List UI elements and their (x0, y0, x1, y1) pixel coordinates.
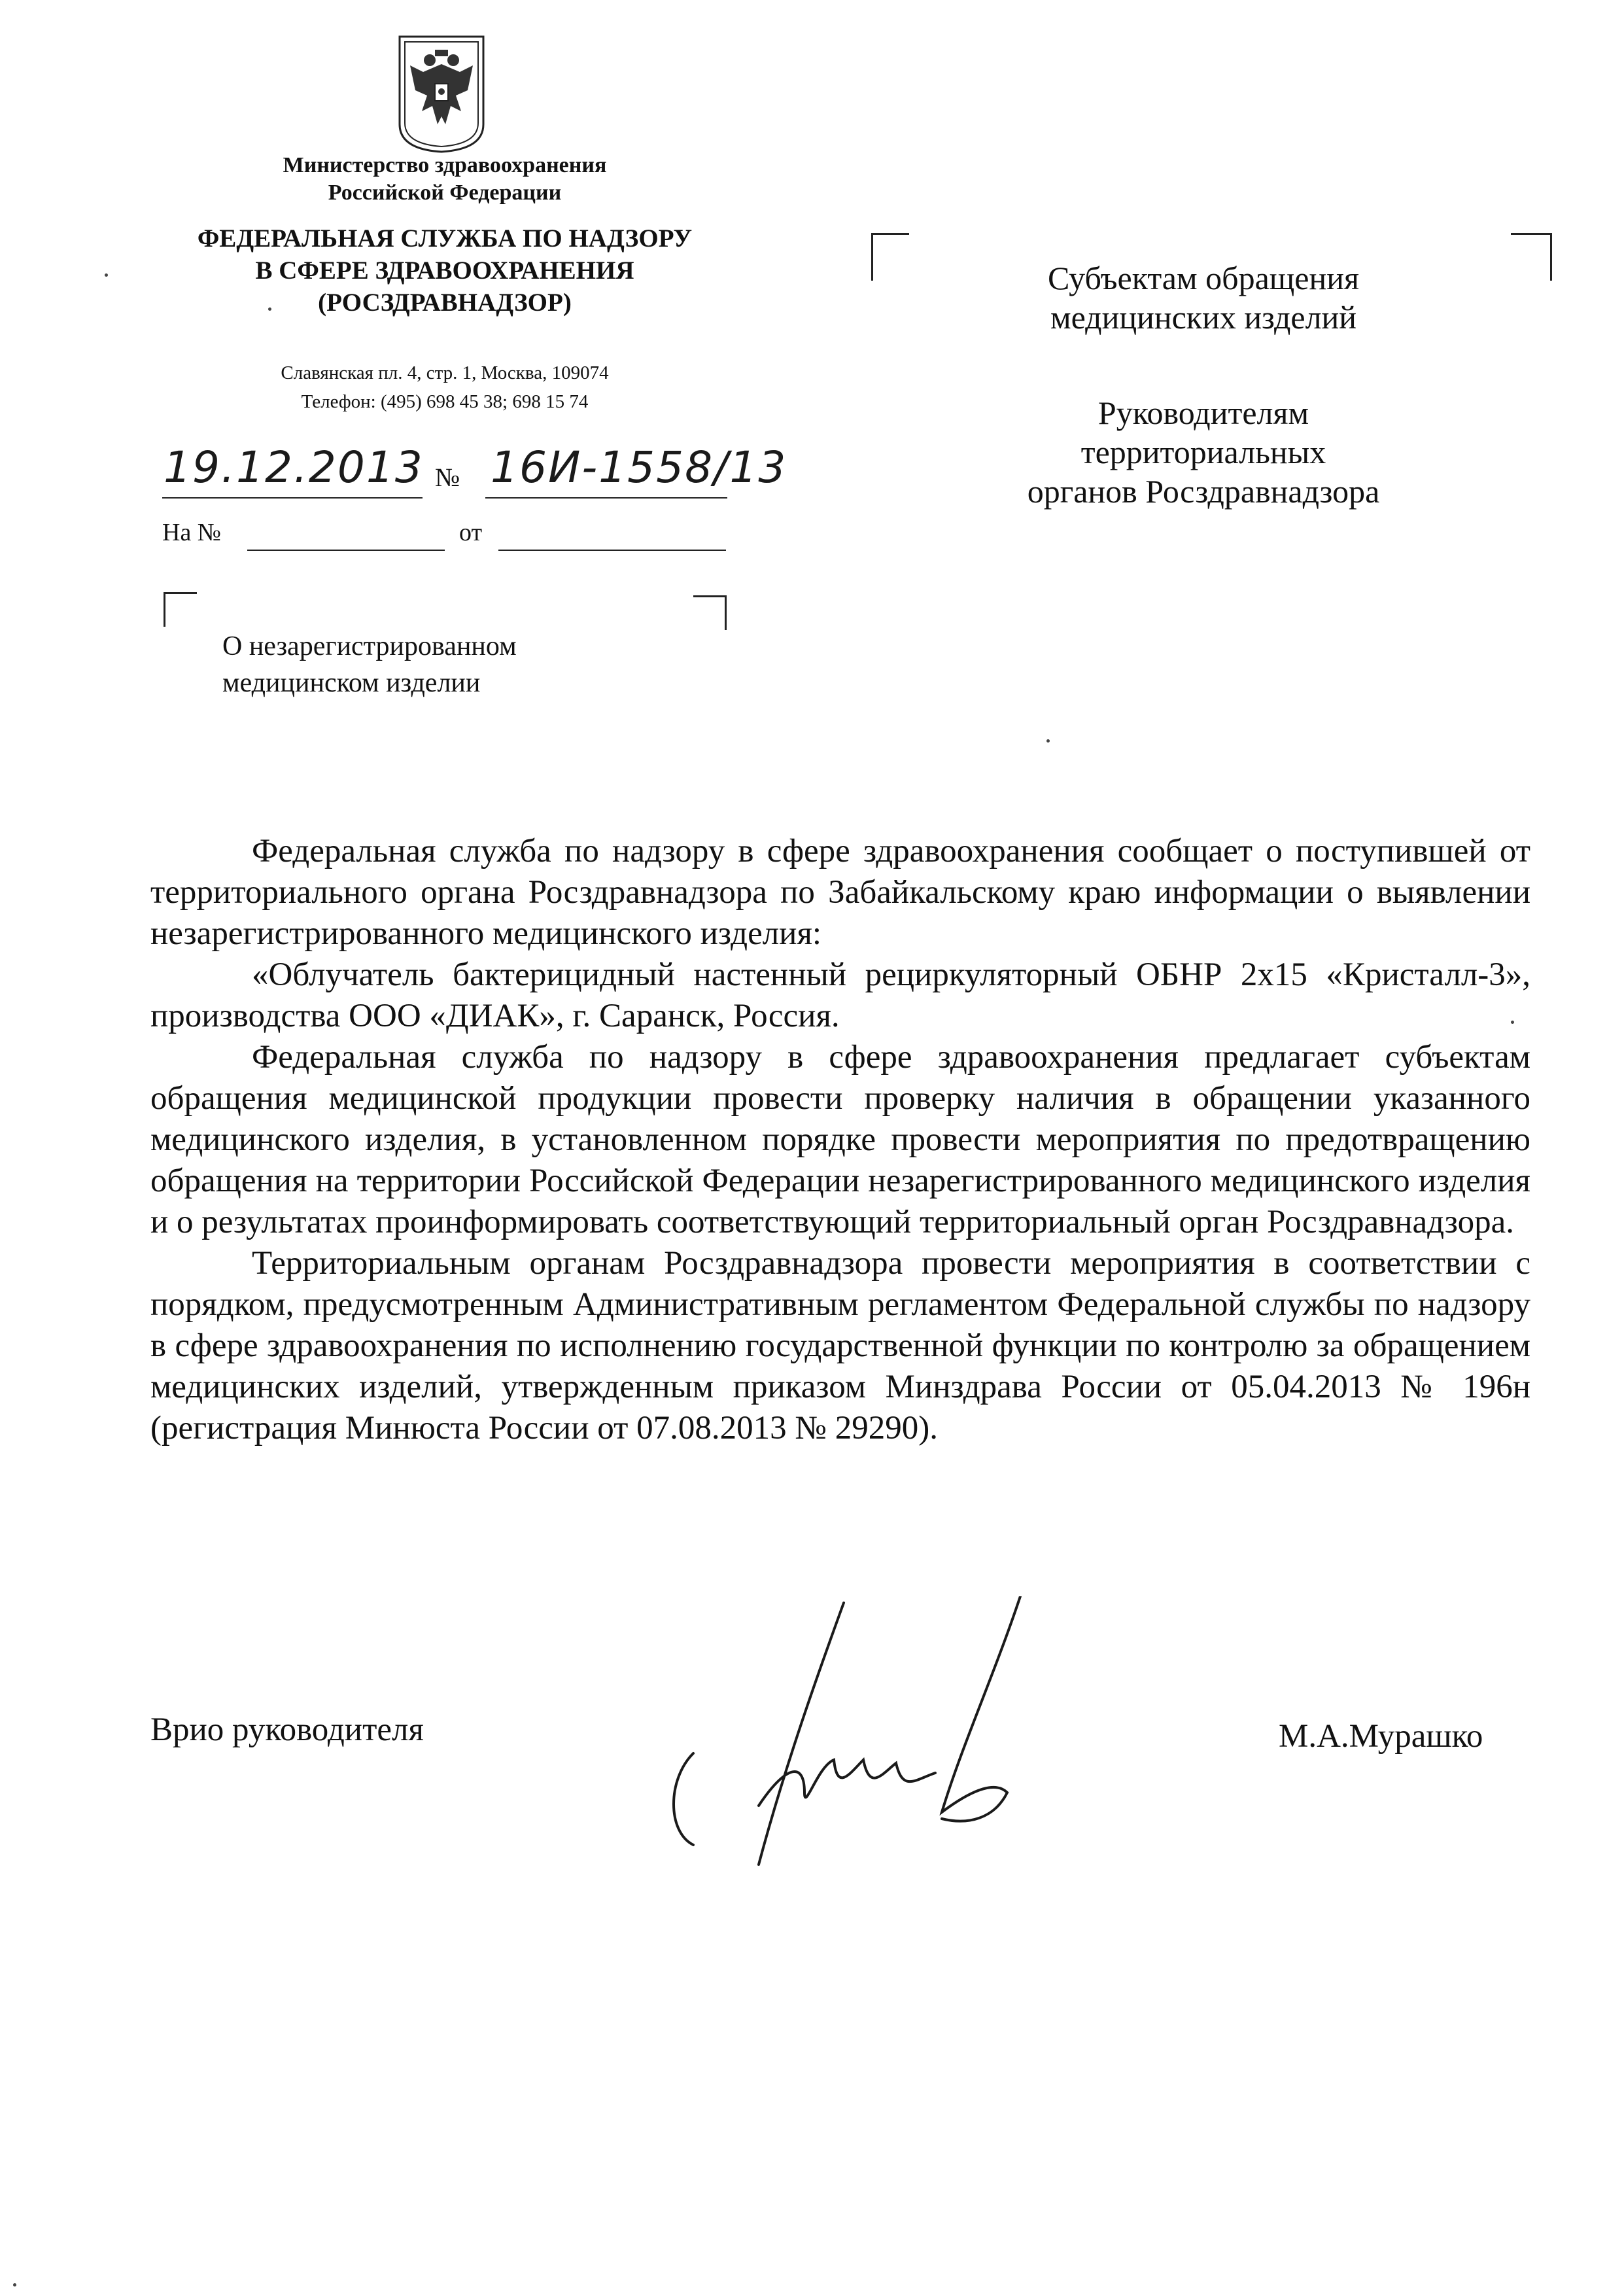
recipient-corner-right (1511, 233, 1552, 281)
handwritten-signature (654, 1596, 1073, 1884)
signer-name: М.А.Мурашко (1279, 1718, 1483, 1755)
letter-subject: О незарегистрированном медицинском изделии (222, 631, 517, 698)
date-underline (162, 497, 423, 499)
double-headed-eagle-icon (396, 33, 487, 154)
body-paragraph: «Облучатель бактерицидный настенный рециркуляторный ОБНР 2х15 «Кристалл-3», производства ООО «ДИАК», г. Саранск, Россия. (150, 956, 1530, 1034)
reference-line (162, 518, 221, 547)
registration-date: 19.12.2013 (164, 442, 424, 493)
body-paragraph: Территориальным органам Росздравнадзора провести мероприятия в соответствии с порядком, предусмотренным Административным регламентом Федеральной службы по надзору в сфере здравоохранения по исполнению государственной функции по контролю за обращением медицинских изделий, утвержденным приказом Минздрава России от 05.04.2013 № 196н (регистрация Минюста России от 07.08.2013 № 29290). (150, 1245, 1530, 1446)
scan-speck (1511, 1021, 1514, 1024)
ref-date-blank (498, 550, 726, 551)
agency-name: ФЕДЕРАЛЬНАЯ СЛУЖБА ПО НАДЗОРУ В СФЕРЕ ЗДРАВООХРАНЕНИЯ (РОСЗДРАВНАДЗОР) (197, 224, 693, 317)
body-paragraph: Федеральная служба по надзору в сфере здравоохранения сообщает о поступившей от территориального органа Росздравнадзора по Забайкальскому краю информации о выявлении незарегистрированного медицинского изделия: (150, 833, 1530, 952)
agency-address: Славянская пл. 4, стр. 1, Москва, 109074 Телефон: (495) 698 45 38; 698 15 74 (281, 362, 609, 412)
scan-speck (1046, 739, 1050, 743)
from-label: от (459, 519, 483, 546)
recipient-corner-left (871, 233, 909, 281)
recipients-block: Субъектам обращения медицинских изделий Руководителям территориальных органов Росздравнадзора (1027, 260, 1380, 510)
ref-label: На № (162, 519, 222, 546)
body-paragraph: Федеральная служба по надзору в сфере здравоохранения предлагает субъектам обращения медицинской продукции провести проверку наличия в обращении указанного медицинского изделия, в установленном порядке провести мероприятия по предотвращению обращения на территории Российской Федерации незарегистрированного медицинского изделия и о результатах проинформировать соответствующий территориальный орган Росздравнадзора. (150, 1039, 1530, 1240)
scan-speck (105, 273, 108, 277)
subject-corner-left (164, 592, 197, 627)
subject-corner-right (693, 595, 727, 630)
number-sign: № (435, 463, 460, 492)
signer-position: Врио руководителя (150, 1711, 424, 1748)
scan-speck (268, 307, 271, 311)
number-underline (485, 497, 727, 499)
ministry-name: Министерство здравоохранения Российской Федерации (283, 153, 607, 205)
letter-body (150, 831, 1530, 1449)
ref-number-blank (247, 550, 445, 551)
registration-number: 16И-1558/13 (491, 442, 787, 493)
scan-speck (13, 2283, 16, 2286)
